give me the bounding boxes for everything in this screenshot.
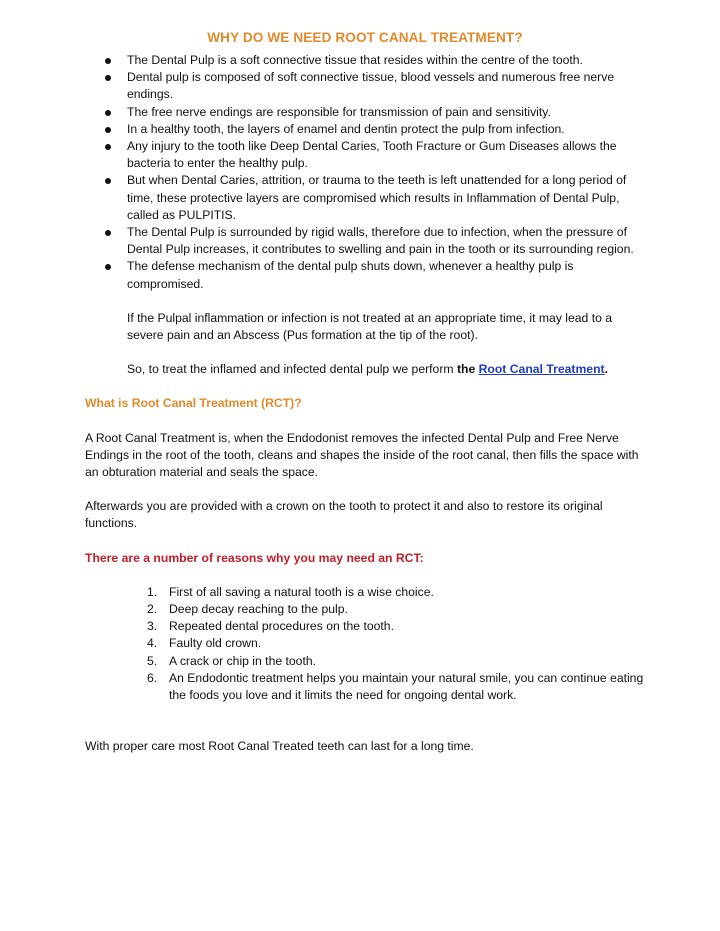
bullet-text: Any injury to the tooth like Deep Dental Caries, Tooth Fracture or Gum Diseases allows the bacteria to enter the healthy pulp. xyxy=(127,139,617,171)
bullet-text: In a healthy tooth, the layers of enamel and dentin protect the pulp from infection. xyxy=(127,121,565,136)
list-number: 3. xyxy=(147,619,158,634)
root-canal-treatment-link[interactable]: Root Canal Treatment xyxy=(478,362,605,377)
bullet-text: The Dental Pulp is surrounded by rigid walls, therefore due to infection, when the pressure of Dental Pulp increases, it contributes to swelling and pain in the tooth or its surrounding region. xyxy=(127,225,634,257)
document-page xyxy=(85,28,645,756)
list-item xyxy=(147,584,645,601)
bullet-icon xyxy=(105,264,111,270)
bullet-icon xyxy=(105,75,111,81)
list-item xyxy=(147,618,645,635)
reason-text: Faulty old crown. xyxy=(169,636,262,651)
bullet-text: The free nerve endings are responsible for transmission of pain and sensitivity. xyxy=(127,104,551,119)
list-item xyxy=(127,224,645,258)
reasons-list xyxy=(85,584,645,704)
rct-paragraph-2: Afterwards you are provided with a crown on the tooth to protect it and also to restore its original functions. xyxy=(85,499,603,531)
list-item xyxy=(127,258,645,292)
bullet-text: The defense mechanism of the dental pulp shuts down, whenever a healthy pulp is compromised. xyxy=(127,259,574,291)
list-item xyxy=(127,172,645,224)
bullet-icon xyxy=(105,144,111,150)
treat-paragraph xyxy=(85,361,645,378)
reasons-heading: There are a number of reasons why you may need an RCT: xyxy=(85,550,424,565)
pulp-bullet-list xyxy=(85,52,645,293)
list-item xyxy=(147,601,645,618)
treat-suffix: . xyxy=(604,362,608,377)
inflammation-paragraph: If the Pulpal inflammation or infection is not treated at an appropriate time, it may lead to a severe pain and an Abscess (Pus formation at the tip of the root). xyxy=(127,310,613,343)
bullet-icon xyxy=(105,110,111,116)
bullet-icon xyxy=(105,127,111,133)
list-number: 1. xyxy=(147,584,158,599)
list-item xyxy=(147,653,645,670)
list-item xyxy=(147,635,645,652)
page-title: WHY DO WE NEED ROOT CANAL TREATMENT? xyxy=(207,30,523,45)
reason-text: Repeated dental procedures on the tooth. xyxy=(169,619,394,634)
list-item xyxy=(127,138,645,172)
list-number: 5. xyxy=(147,653,158,668)
treat-bold: the xyxy=(456,362,479,377)
list-item xyxy=(127,69,645,103)
rct-heading: What is Root Canal Treatment (RCT)? xyxy=(85,396,302,411)
bullet-icon xyxy=(105,178,111,184)
bullet-icon xyxy=(105,230,111,236)
reason-text: An Endodontic treatment helps you maintain your natural smile, you can continue eating the foods you love and it limits the need for ongoing dental work. xyxy=(169,670,644,703)
treat-prefix: So, to treat the inflamed and infected dental pulp we perform xyxy=(127,362,457,377)
list-number: 6. xyxy=(147,670,158,685)
reason-text: First of all saving a natural tooth is a wise choice. xyxy=(169,584,434,599)
bullet-text: Dental pulp is composed of soft connective tissue, blood vessels and numerous free nerve endings. xyxy=(127,70,615,102)
bullet-text: But when Dental Caries, attrition, or trauma to the teeth is left unattended for a long period of time, these protective layers are compromised which results in Inflammation of Dental Pulp, called as PULPITIS. xyxy=(127,173,627,222)
bullet-text: The Dental Pulp is a soft connective tissue that resides within the centre of the tooth. xyxy=(127,53,583,67)
list-item xyxy=(127,121,645,138)
list-number: 4. xyxy=(147,636,158,651)
reason-text: Deep decay reaching to the pulp. xyxy=(169,602,348,617)
closing-paragraph: With proper care most Root Canal Treated teeth can last for a long time. xyxy=(85,739,474,754)
list-item xyxy=(127,52,645,69)
bullet-icon xyxy=(105,58,111,64)
list-item xyxy=(127,104,645,121)
list-item xyxy=(147,670,645,704)
list-number: 2. xyxy=(147,602,158,617)
rct-paragraph-1: A Root Canal Treatment is, when the Endodonist removes the infected Dental Pulp and Free Nerve Endings in the root of the tooth, cleans and shapes the inside of the root canal, then fills the space with an obturation material and seals the space. xyxy=(85,430,639,480)
reason-text: A crack or chip in the tooth. xyxy=(169,653,317,668)
